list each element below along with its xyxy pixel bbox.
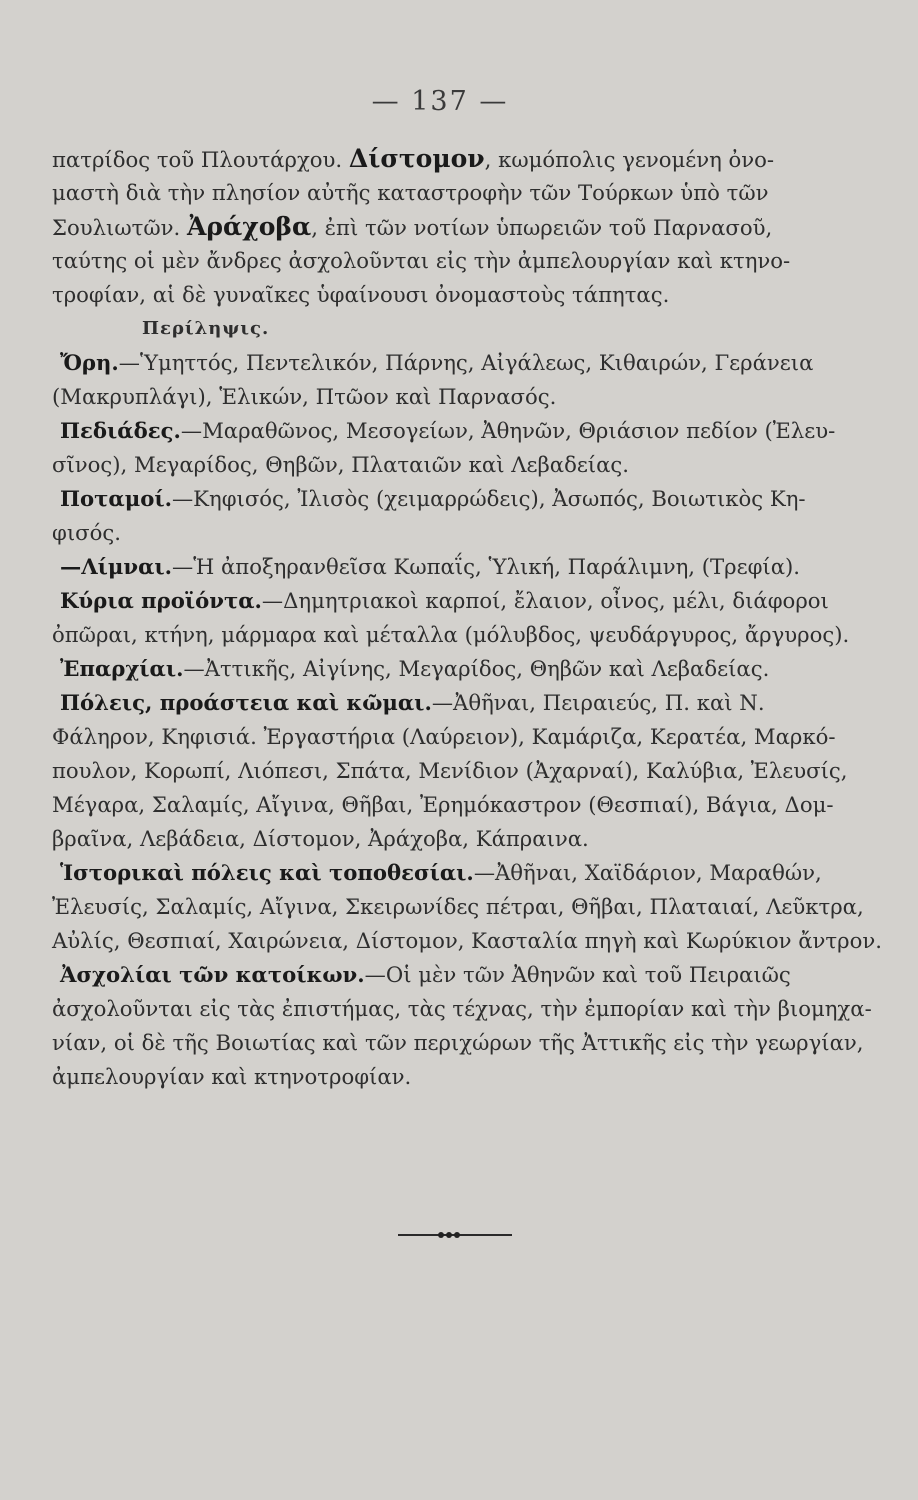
summary-entry: Ἐλευσίς, Σαλαμίς, Αἴγινα, Σκειρωνίδες πέτραι, Θῆβαι, Πλαταιαί, Λεῦκτρα, [52,894,864,919]
summary-entry: ὀπῶραι, κτήνη, μάρμαρα καὶ μέταλλα (μόλυβδος, ψευδάργυρος, ἄργυρος). [52,622,850,647]
summary-entry: Ὄρη.—Ὑμηττός, Πεντελικόν, Πάρνης, Αἰγάλεως, Κιθαιρών, Γεράνεια [60,350,814,375]
summary-entry: Πεδιάδες.—Μαραθῶνος, Μεσογείων, Ἀθηνῶν, Θριάσιον πεδίον (Ἐλευ- [60,418,836,443]
summary-entry: Φάληρον, Κηφισιά. Ἐργαστήρια (Λαύρειον), Καμάριζα, Κερατέα, Μαρκό- [52,724,836,749]
text-line: ταύτης οἱ μὲν ἄνδρες ἀσχολοῦνται εἰς τὴν ἀμπελουργίαν καὶ κτηνο- [52,248,791,273]
page-number: — 137 — [371,86,509,117]
summary-entry: Ἱστορικαὶ πόλεις καὶ τοποθεσίαι.—Ἀθῆναι, Χαϊδάριον, Μαραθών, [60,860,822,885]
text-line: μαστὴ διὰ τὴν πλησίον αὐτῆς καταστροφὴν τῶν Τούρκων ὑπὸ τῶν [52,180,769,205]
summary-entry: Κύρια προϊόντα.—Δημητριακοὶ καρποί, ἔλαιον, οἶνος, μέλι, διάφοροι [60,588,829,613]
ornamental-divider [398,1233,512,1237]
summary-entry: Πόλεις, προάστεια καὶ κῶμαι.—Ἀθῆναι, Πειραιεύς, Π. καὶ Ν. [60,690,765,715]
divider-dot [454,1232,460,1238]
summary-entry: βραῖνα, Λεβάδεια, Δίστομον, Ἀράχοβα, Κάπραινα. [52,826,589,851]
summary-entry: ἀμπελουργίαν καὶ κτηνοτροφίαν. [52,1064,412,1089]
place-name-distomon: Δίστομον [348,144,485,173]
summary-entry: σῖνος), Μεγαρίδος, Θηβῶν, Πλαταιῶν καὶ Λεβαδείας. [52,452,630,477]
summary-entry: Ποταμοί.—Κηφισός, Ἰλισὸς (χειμαρρώδεις), Ἀσωπός, Βοιωτικὸς Κη- [60,486,806,511]
summary-entry: πουλον, Κορωπί, Λιόπεσι, Σπάτα, Μενίδιον (Ἀχαρναί), Καλύβια, Ἐλευσίς, [52,758,848,783]
summary-entry: Ἀσχολίαι τῶν κατοίκων.—Οἱ μὲν τῶν Ἀθηνῶν καὶ τοῦ Πειραιῶς [60,962,791,987]
divider-dot [446,1232,452,1238]
place-name-arachova: Ἀράχοβα [186,212,312,241]
summary-entry: Αὐλίς, Θεσπιαί, Χαιρώνεια, Δίστομον, Κασταλία πηγὴ καὶ Κωρύκιον ἄντρον. [52,928,882,953]
summary-entry: (Μακρυπλάγι), Ἑλικών, Πτῶον καὶ Παρνασός. [52,384,557,409]
page-body [52,142,882,1094]
summary-entry: φισός. [52,520,121,545]
summary-entry: —Λίμναι.—Ἡ ἀποξηρανθεῖσα Κωπαΐς, Ὑλική, Παράλιμνη, (Τρεφία). [60,554,801,579]
summary-entry: Ἐπαρχίαι.—Ἀττικῆς, Αἰγίνης, Μεγαρίδος, Θηβῶν καὶ Λεβαδείας. [60,656,770,681]
text-line: τροφίαν, αἱ δὲ γυναῖκες ὑφαίνουσι ὀνομαστοὺς τάπητας. [52,282,670,307]
text-line: Σουλιωτῶν. Ἀράχοβα, ἐπὶ τῶν νοτίων ὑπωρειῶν τοῦ Παρνασοῦ, [52,212,773,241]
summary-heading: Περίληψις. [142,318,270,339]
summary-entry: Μέγαρα, Σαλαμίς, Αἴγινα, Θῆβαι, Ἐρημόκαστρον (Θεσπιαί), Βάγια, Δομ- [52,792,834,817]
text-line: πατρίδος τοῦ Πλουτάρχου. Δίστομον, κωμόπολις γενομένη ὀνο- [52,144,775,173]
summary-entry: ἀσχολοῦνται εἰς τὰς ἐπιστήμας, τὰς τέχνας, τὴν ἐμπορίαν καὶ τὴν βιομηχα- [52,996,872,1021]
divider-dot [438,1232,444,1238]
summary-entry: νίαν, οἱ δὲ τῆς Βοιωτίας καὶ τῶν περιχώρων τῆς Ἀττικῆς εἰς τὴν γεωργίαν, [52,1030,864,1055]
